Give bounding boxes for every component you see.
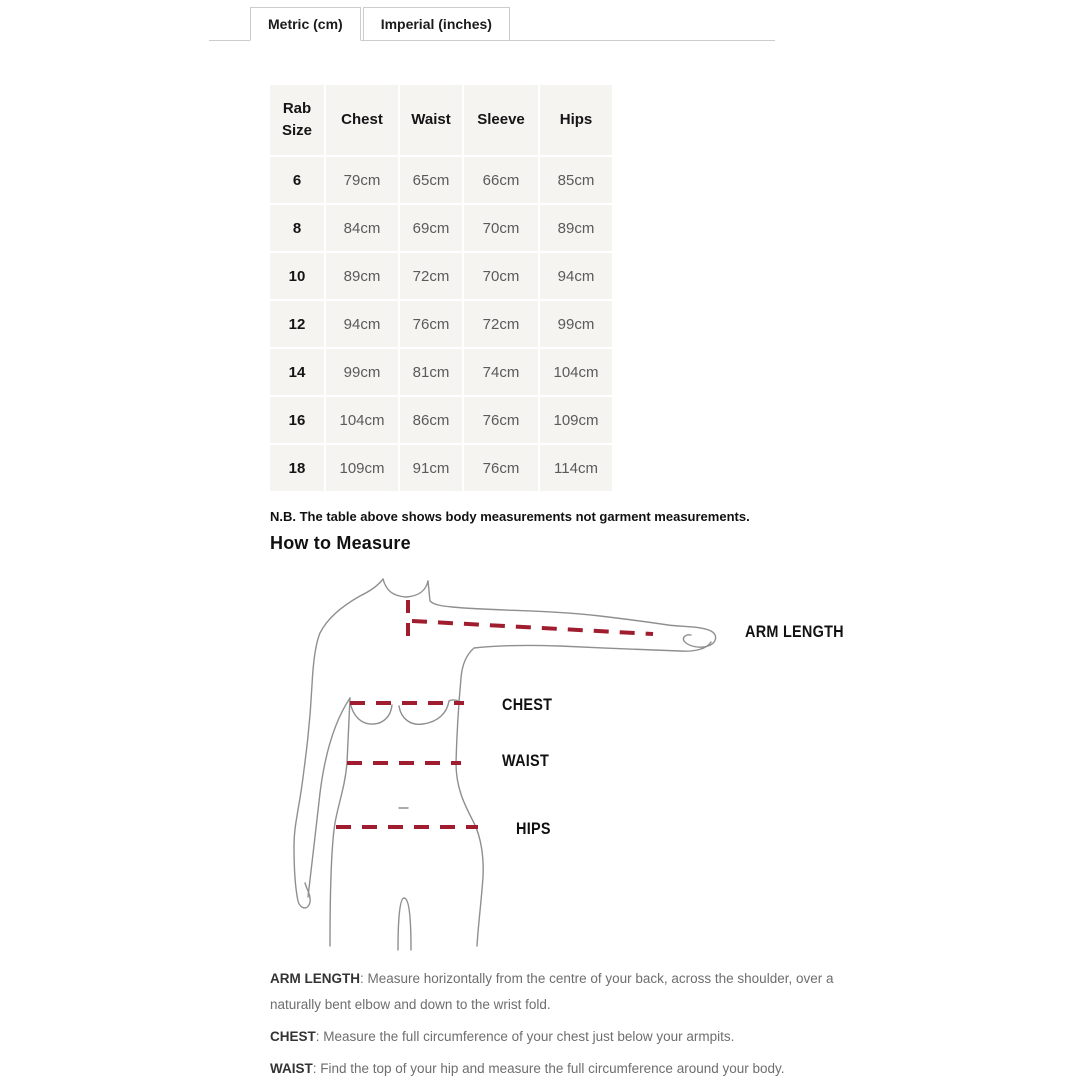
measurement-cell: 99cm xyxy=(326,349,398,395)
left-breast-path xyxy=(350,702,392,724)
column-header: Rab Size xyxy=(270,85,324,155)
column-header: Waist xyxy=(400,85,462,155)
arm-length-dash-line xyxy=(412,621,653,634)
arm-length-label: ARM LENGTH xyxy=(745,622,844,641)
measurement-cell: 104cm xyxy=(326,397,398,443)
right-arm-bottom-torso-path xyxy=(456,642,711,946)
table-row xyxy=(270,205,612,251)
size-cell: 6 xyxy=(270,157,324,203)
measurement-cell: 89cm xyxy=(540,205,612,251)
right-arm-top-path xyxy=(428,581,716,647)
size-table-body xyxy=(270,157,612,491)
measurement-cell: 99cm xyxy=(540,301,612,347)
measurement-cell: 109cm xyxy=(540,397,612,443)
how-to-measure-heading: How to Measure xyxy=(270,533,411,553)
measurement-cell: 89cm xyxy=(326,253,398,299)
left-arm-inner-path xyxy=(308,698,350,897)
chest-instruction-label: CHEST xyxy=(270,1029,316,1044)
measurement-instructions xyxy=(270,966,888,1080)
measurement-diagram xyxy=(0,565,1080,960)
arm-length-instruction-label: ARM LENGTH xyxy=(270,971,360,986)
column-header: Hips xyxy=(540,85,612,155)
column-header: Chest xyxy=(326,85,398,155)
measurement-cell: 91cm xyxy=(400,445,462,491)
measurement-cell: 70cm xyxy=(464,253,538,299)
measurement-cell: 76cm xyxy=(464,445,538,491)
table-row xyxy=(270,253,612,299)
measurement-cell: 72cm xyxy=(464,301,538,347)
measurement-dash-lines xyxy=(336,600,653,827)
measurement-cell: 69cm xyxy=(400,205,462,251)
measurement-cell: 109cm xyxy=(326,445,398,491)
hips-label: HIPS xyxy=(516,819,551,838)
arm-length-instruction-text: : Measure horizontally from the centre of your back, across the shoulder, over a naturally bent elbow and down to the wrist fold. xyxy=(270,971,834,1012)
measurement-cell: 85cm xyxy=(540,157,612,203)
measurement-cell: 114cm xyxy=(540,445,612,491)
measurement-cell: 104cm xyxy=(540,349,612,395)
measurement-cell: 94cm xyxy=(326,301,398,347)
column-header: Sleeve xyxy=(464,85,538,155)
table-row xyxy=(270,397,612,443)
table-row xyxy=(270,157,612,203)
chest-instruction-text: : Measure the full circumference of your chest just below your armpits. xyxy=(315,1029,735,1044)
measurement-cell: 76cm xyxy=(400,301,462,347)
waist-instruction xyxy=(270,1056,888,1080)
body-measurements-note: N.B. The table above shows body measurements not garment measurements. xyxy=(270,509,750,524)
measurement-cell: 86cm xyxy=(400,397,462,443)
measurement-cell: 66cm xyxy=(464,157,538,203)
tab-metric[interactable]: Metric (cm) xyxy=(250,7,361,41)
size-cell: 12 xyxy=(270,301,324,347)
arm-length-instruction xyxy=(270,966,888,1018)
waist-label: WAIST xyxy=(502,751,550,770)
chest-instruction xyxy=(270,1024,888,1050)
size-cell: 18 xyxy=(270,445,324,491)
size-cell: 8 xyxy=(270,205,324,251)
size-cell: 10 xyxy=(270,253,324,299)
table-row xyxy=(270,445,612,491)
table-row xyxy=(270,349,612,395)
measurement-cell: 94cm xyxy=(540,253,612,299)
tab-imperial[interactable]: Imperial (inches) xyxy=(363,7,510,41)
neck-outline-path xyxy=(383,579,428,597)
waist-instruction-label: WAIST xyxy=(270,1061,313,1076)
table-header-row xyxy=(270,85,612,155)
measurement-cell: 84cm xyxy=(326,205,398,251)
measurement-cell: 72cm xyxy=(400,253,462,299)
measurement-cell: 65cm xyxy=(400,157,462,203)
size-cell: 14 xyxy=(270,349,324,395)
crotch-path xyxy=(398,898,411,950)
unit-tabs xyxy=(209,7,775,41)
body-outline-figure xyxy=(270,565,730,955)
measurement-cell: 74cm xyxy=(464,349,538,395)
measurement-cell: 70cm xyxy=(464,205,538,251)
table-row xyxy=(270,301,612,347)
chest-label: CHEST xyxy=(502,695,553,714)
waist-instruction-text: : Find the top of your hip and measure the full circumference around your body. xyxy=(312,1061,785,1076)
size-cell: 16 xyxy=(270,397,324,443)
measurement-cell: 79cm xyxy=(326,157,398,203)
size-table xyxy=(268,83,614,493)
left-arm-outer-path xyxy=(294,579,383,908)
measurement-cell: 76cm xyxy=(464,397,538,443)
measurement-cell: 81cm xyxy=(400,349,462,395)
